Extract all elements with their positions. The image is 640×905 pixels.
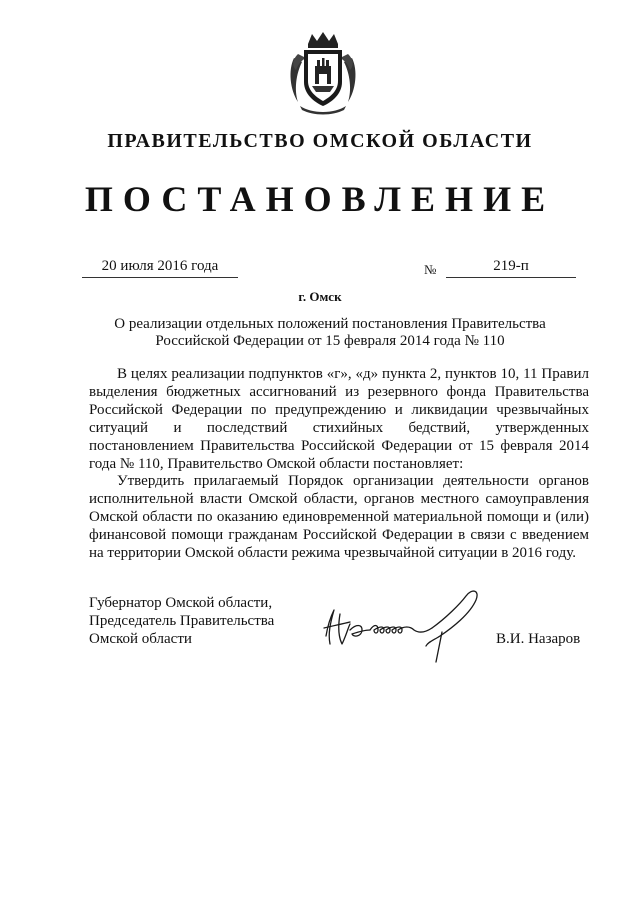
- signer-name: В.И. Назаров: [496, 631, 581, 647]
- document-number: 219-п: [493, 258, 529, 274]
- subject-line-1: О реализации отдельных положений постановления Правительства: [114, 316, 546, 332]
- document-subject: [80, 316, 580, 350]
- organization-title: ПРАВИТЕЛЬСТВО ОМСКОЙ ОБЛАСТИ: [107, 130, 533, 152]
- signer-position-line-3: Омской области: [89, 631, 192, 647]
- document-body: [89, 366, 589, 563]
- signature-icon: [316, 584, 492, 664]
- coat-of-arms-icon: [286, 30, 360, 116]
- document-city: г. Омск: [298, 289, 342, 304]
- number-sign: №: [424, 262, 437, 277]
- document-type-heading: ПОСТАНОВЛЕНИЕ: [84, 179, 556, 219]
- subject-line-2: Российской Федерации от 15 февраля 2014 года № 110: [155, 333, 505, 349]
- body-paragraph-1: В целях реализации подпунктов «г», «д» пункта 2, пунктов 10, 11 Правил выделения бюджетных ассигнований из резервного фонда Правительства Российской Федерации по предупреждению и ликвидации чрезвычайных ситуаций и последствий стихийных бедствий, утвержденных постановлением Правительства Российской Федерации от 15 февраля 2014 года № 110, Правительство Омской области постановляет:: [89, 366, 589, 472]
- document-date: 20 июля 2016 года: [101, 258, 219, 274]
- signer-position: [89, 594, 274, 648]
- date-underline: [82, 277, 238, 278]
- number-underline: [446, 277, 576, 278]
- signer-position-line-1: Губернатор Омской области,: [89, 595, 273, 611]
- signer-position-line-2: Председатель Правительства: [89, 613, 275, 629]
- body-paragraph-2: Утвердить прилагаемый Порядок организации деятельности органов исполнительной власти Омской области, органов местного самоуправления Омской области по оказанию единовременной материальной помощи и (или) финансовой помощи гражданам Российской Федерации в связи с введением на территории Омской области режима чрезвычайной ситуации в 2016 году.: [89, 473, 589, 562]
